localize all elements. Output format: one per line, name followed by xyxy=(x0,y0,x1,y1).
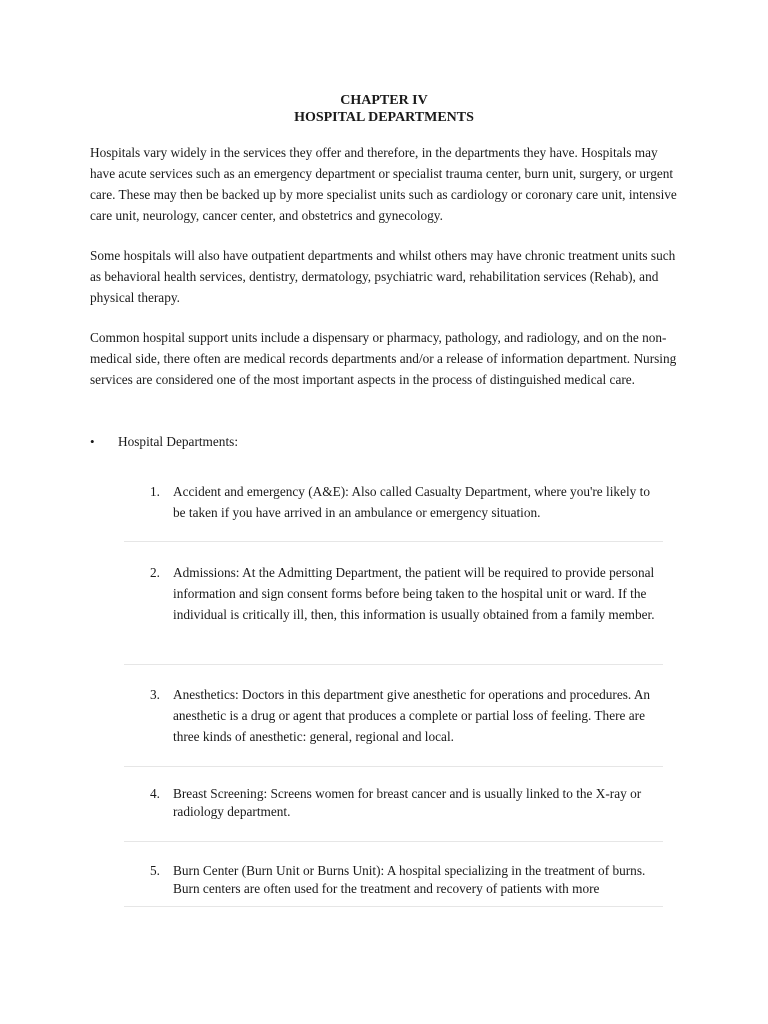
list-item-number: 2. xyxy=(150,565,160,580)
list-item-number: 5. xyxy=(150,863,160,878)
divider xyxy=(124,906,663,907)
chapter-title: HOSPITAL DEPARTMENTS xyxy=(294,110,474,125)
chapter-heading: CHAPTER IV xyxy=(340,93,428,108)
list-item-text: Burn Center (Burn Unit or Burns Unit): A hospital specializing in the treatment of burns. Burn centers are often used for the treatment and recovery of patients with more xyxy=(173,863,646,896)
bullet-icon: • xyxy=(90,434,95,449)
list-item-text: Breast Screening: Screens women for breast cancer and is usually linked to the X-ray or radiology department. xyxy=(173,786,642,819)
paragraph-support-units: Common hospital support units include a dispensary or pharmacy, pathology, and radiology, and on the non-medical side, there often are medical records departments and/or a release of information department. Nursing services are considered one of the most important aspects in the process of distinguished medical care. xyxy=(90,330,677,387)
paragraph-outpatient: Some hospitals will also have outpatient departments and whilst others may have chronic treatment units such as behavioral health services, dentistry, dermatology, psychiatric ward, rehabilitation services (Rehab), and physical therapy. xyxy=(90,248,676,305)
divider xyxy=(124,766,663,767)
divider xyxy=(124,541,663,542)
list-item-number: 4. xyxy=(150,786,160,801)
divider xyxy=(124,664,663,665)
list-item-text: Accident and emergency (A&E): Also called Casualty Department, where you're likely to be taken if you have arrived in an ambulance or emergency situation. xyxy=(173,484,650,520)
bullet-label: Hospital Departments: xyxy=(118,434,239,449)
list-item-number: 1. xyxy=(150,484,160,499)
list-item-number: 3. xyxy=(150,687,160,702)
paragraph-intro: Hospitals vary widely in the services they offer and therefore, in the departments they have. Hospitals may have acute services such as an emergency department or specialist trauma center, burn unit, surgery, or urgent care. These may then be backed up by more specialist units such as cardiology or coronary care unit, intensive care unit, neurology, cancer center, and obstetrics and gynecology. xyxy=(90,145,677,223)
list-item-text: Anesthetics: Doctors in this department give anesthetic for operations and procedures. An anesthetic is a drug or agent that produces a complete or partial loss of feeling. There are three kinds of anesthetic: general, regional and local. xyxy=(173,687,651,744)
divider xyxy=(124,841,663,842)
list-item-text: Admissions: At the Admitting Department, the patient will be required to provide personal information and sign consent forms before being taken to the hospital unit or ward. If the individual is critically ill, then, this information is usually obtained from a family member. xyxy=(173,565,655,622)
